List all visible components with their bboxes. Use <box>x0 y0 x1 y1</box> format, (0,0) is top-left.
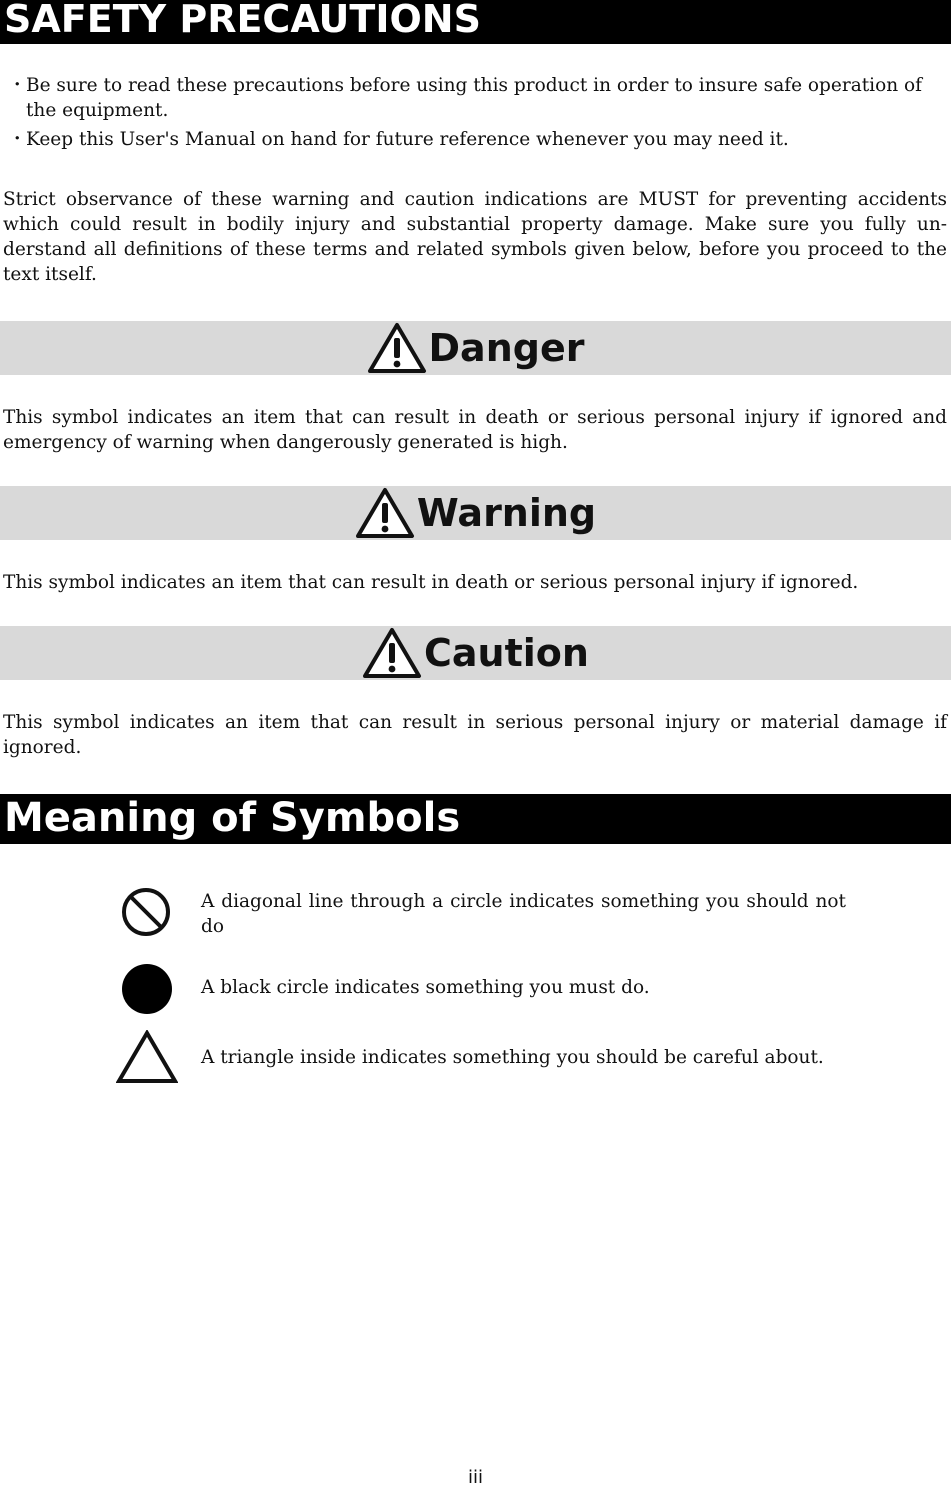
warning-label: Warning <box>416 491 597 535</box>
warning-description: This symbol indicates an item that can result in death or serious personal injury if ignored. <box>3 572 859 593</box>
intro-paragraph: Strict observance of these warning and caution indications are MUST for preventing accidents which could result in bodily injury and substantial property damage. Make sure you fully un-derstand all definitions of these terms and related symbols given below, before you proceed to the text itself. <box>3 189 947 285</box>
bullet-text: Be sure to read these precautions before using this product in order to insure safe operation of the equipment. <box>26 75 922 121</box>
danger-description: This symbol indicates an item that can result in death or serious personal injury if ignored and emergency of warning when dangerously generated is high. <box>3 407 947 453</box>
page-title: SAFETY PRECAUTIONS <box>0 0 951 44</box>
list-item <box>0 73 947 123</box>
warning-triangle-icon <box>362 627 422 679</box>
prohibition-circle-icon <box>120 886 172 938</box>
prohibition-description: A diagonal line through a circle indicates something you should not do <box>201 891 846 937</box>
bullet-text: Keep this User's Manual on hand for future reference whenever you may need it. <box>26 129 789 150</box>
list-item <box>0 127 947 152</box>
symbols-section-title: Meaning of Symbols <box>0 794 951 844</box>
triangle-outline-icon <box>116 1030 178 1084</box>
page-number: iii <box>467 1467 483 1488</box>
warning-heading-bar <box>0 486 951 540</box>
caution-label: Caution <box>424 631 589 675</box>
mandatory-description: A black circle indicates something you must do. <box>201 977 650 998</box>
caution-symbol-description: A triangle inside indicates something you should be careful about. <box>201 1047 824 1068</box>
black-circle-icon <box>120 962 174 1016</box>
precaution-bullet-list <box>0 73 947 156</box>
caution-heading-bar <box>0 626 951 680</box>
danger-heading-bar <box>0 321 951 375</box>
bullet-marker: ・ <box>8 129 27 150</box>
bullet-marker: ・ <box>8 75 27 96</box>
danger-label: Danger <box>428 326 585 370</box>
warning-triangle-icon <box>367 322 427 374</box>
warning-triangle-icon <box>355 487 415 539</box>
caution-description: This symbol indicates an item that can result in serious personal injury or material damage if ignored. <box>3 712 947 758</box>
